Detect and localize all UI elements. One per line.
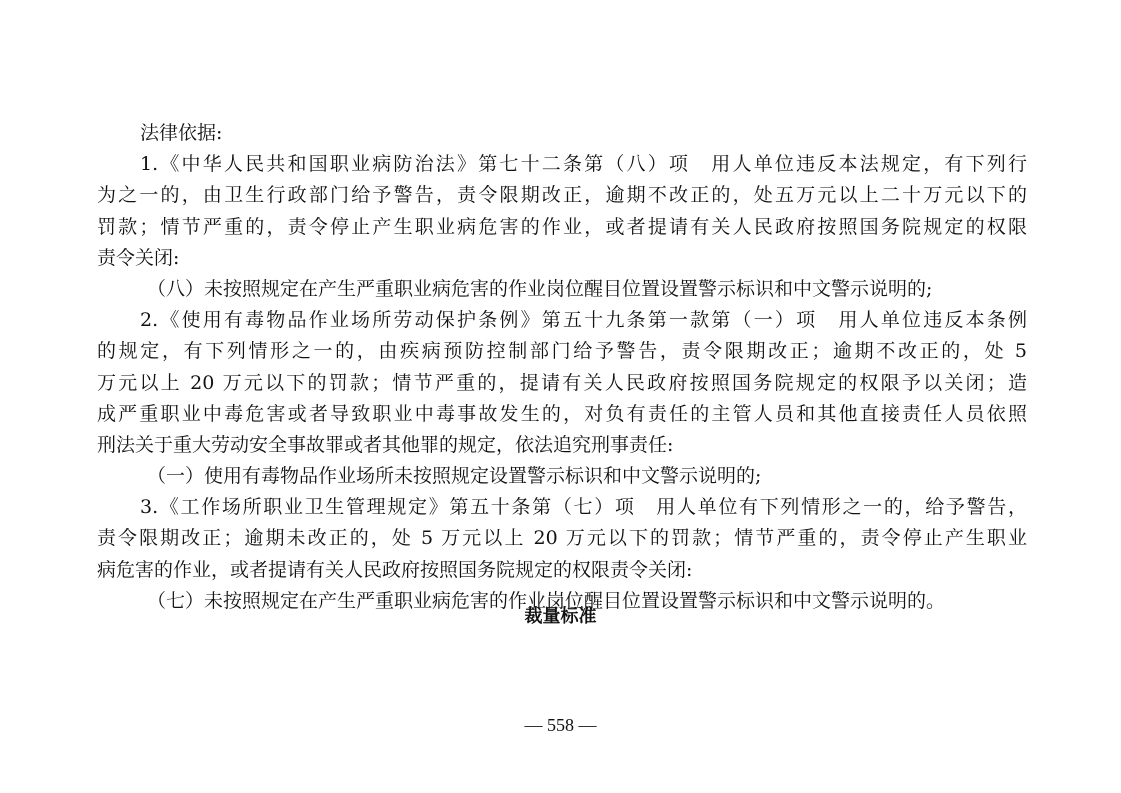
- basis-1-line: 责令关闭:: [97, 246, 180, 269]
- basis-2-item: （一）使用有毒物品作业场所未按照规定设置警示标识和中文警示说明的;: [147, 465, 762, 488]
- basis-3-line: 3.《工作场所职业卫生管理规定》第五十条第（七）项 用人单位有下列情形之一的，给予警告，: [140, 496, 1027, 519]
- legal-basis-heading: 法律依据:: [140, 122, 223, 144]
- basis-1-line: 1.《中华人民共和国职业病防治法》第七十二条第（八）项 用人单位违反本法规定，有下列行: [140, 153, 1027, 176]
- basis-2-line: 的规定，有下列情形之一的，由疾病预防控制部门给予警告，责令限期改正；逾期不改正的，处 5: [97, 340, 1027, 363]
- basis-1-line: 罚款；情节严重的，责令停止产生职业病危害的作业，或者提请有关人民政府按照国务院规定的权限: [97, 215, 1027, 238]
- basis-1-item: （八）未按照规定在产生严重职业病危害的作业岗位醒目位置设置警示标识和中文警示说明的;: [147, 277, 933, 300]
- basis-2-line: 2.《使用有毒物品作业场所劳动保护条例》第五十九条第一款第（一）项 用人单位违反本条例: [140, 309, 1027, 332]
- basis-2-line: 万元以上 20 万元以下的罚款；情节严重的，提请有关人民政府按照国务院规定的权限予以关闭；造: [97, 371, 1027, 394]
- basis-2-line: 成严重职业中毒危害或者导致职业中毒事故发生的，对负有责任的主管人员和其他直接责任人员依照: [97, 402, 1027, 425]
- document-body: [97, 118, 1027, 617]
- basis-3-line: 责令限期改正；逾期未改正的，处 5 万元以上 20 万元以下的罚款；情节严重的，责令停止产生职业: [97, 527, 1027, 550]
- section-heading: 裁量标准: [524, 606, 597, 627]
- basis-3-item: （七）未按照规定在产生严重职业病危害的作业岗位醒目位置设置警示标识和中文警示说明的。: [147, 589, 946, 612]
- basis-3-line: 病危害的作业，或者提请有关人民政府按照国务院规定的权限责令关闭:: [97, 558, 693, 581]
- basis-1-line: 为之一的，由卫生行政部门给予警告，责令限期改正，逾期不改正的，处五万元以上二十万元以下的: [97, 184, 1027, 207]
- page-number: — 558 —: [524, 715, 597, 735]
- basis-2-line: 刑法关于重大劳动安全事故罪或者其他罪的规定，依法追究刑事责任:: [97, 433, 674, 456]
